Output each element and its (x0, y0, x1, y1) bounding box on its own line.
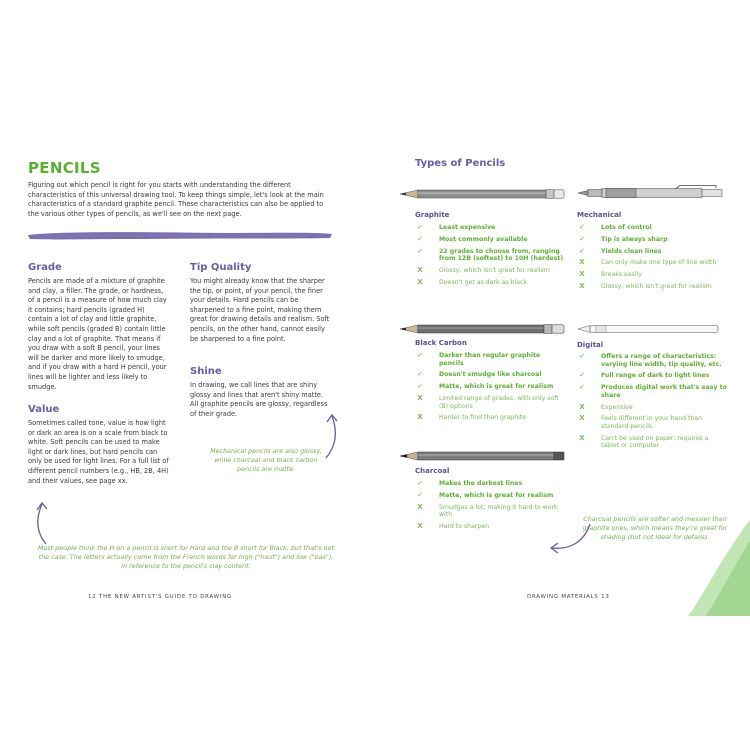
mechanical-list (577, 224, 727, 295)
charcoal-con-item (415, 504, 565, 519)
graphite-pencil-illustration (398, 187, 566, 201)
graphite-con-item (415, 279, 565, 287)
item-text: Offers a range of characteristics: varying line width, tip quality, etc. (601, 353, 722, 368)
arrow-up-icon (30, 498, 58, 548)
graphite-pro-item (415, 224, 565, 232)
black-carbon-pro-item (415, 352, 565, 367)
mechanical-con-item (577, 283, 727, 291)
item-text: Matte, which is great for realism (439, 383, 554, 391)
digital-pro-item (577, 384, 727, 399)
item-text: Least expensive (439, 224, 496, 231)
digital-pro-item (577, 372, 727, 380)
item-text: Matte, which is great for realism (439, 491, 554, 499)
graphite-pro-item (415, 248, 565, 263)
item-text: Smudges a lot, making it hard to work with (439, 503, 558, 519)
black-carbon-pencil-illustration (398, 322, 566, 336)
cross-icon: X (417, 265, 423, 274)
check-icon: ✓ (579, 246, 585, 255)
shine-paragraph: In drawing, we call lines that are shiny glossy and lines that aren't shiny matte. All graphite pencils are glossy, regardless of their grade. (190, 381, 328, 418)
types-of-pencils-title: Types of Pencils (415, 158, 506, 169)
black-carbon-heading: Black Carbon (415, 339, 467, 347)
check-icon: ✓ (579, 223, 585, 231)
check-icon: ✓ (579, 352, 585, 360)
black-carbon-list (415, 352, 565, 426)
cross-icon: X (579, 402, 585, 411)
item-text: Tip is always sharp (601, 235, 668, 243)
check-icon: ✓ (417, 382, 423, 391)
charcoal-con-item (415, 523, 565, 531)
cross-icon: X (417, 393, 423, 402)
charcoal-pro-item (415, 492, 565, 500)
mechanical-pro-item (577, 236, 727, 244)
check-icon: ✓ (417, 234, 423, 243)
check-icon: ✓ (417, 246, 423, 255)
item-text: Harder to find than graphite (439, 414, 527, 422)
black-carbon-con-item (415, 414, 565, 422)
grade-paragraph: Pencils are made of a mixture of graphite and clay, a filler. The grade, or hardness, of a pencil is a measure of how much clay it contains; hard pencils (graded H) contain a lot of clay and little graphite, while soft pencils (graded B) contain little clay and a lot of graphite. That means if you draw with a soft B pencil, your lines will be darker and more likely to smudge, and if you draw with a hard H pencil, your lines will be lighter and less likely to smudge. (28, 277, 167, 391)
graphite-con-item (415, 267, 565, 275)
charcoal-pencil-illustration (398, 449, 566, 463)
item-text: Produces digital work that's easy to share (601, 384, 727, 399)
mechanical-pro-item (577, 224, 727, 232)
hb-letters-note: Most people think the H on a pencil is short for Hard and the B short for Black, but that's not the case. The letters actually come from the French words for high ("haut") and low ("bas"), in reference to the pencil's clay content. (37, 544, 335, 570)
cross-icon: X (579, 270, 585, 279)
digital-stylus-illustration (576, 322, 726, 336)
graphite-pro-item (415, 236, 565, 244)
digital-list (577, 353, 727, 454)
item-text: Feels different in your hand than standard pencils (601, 415, 703, 430)
check-icon: ✓ (417, 370, 423, 379)
mechanical-heading: Mechanical (577, 211, 622, 219)
item-text: Full range of dark to light lines (601, 372, 710, 380)
mechanical-shine-note: Mechanical pencils are also glossy, while charcoal and black carbon pencils are matte. (210, 447, 322, 473)
value-heading: Value (28, 404, 60, 415)
tip-quality-heading: Tip Quality (190, 262, 252, 273)
mechanical-pro-item (577, 248, 727, 256)
green-wash-decoration (680, 520, 750, 616)
item-text: Glossy, which isn't great for realism (601, 282, 712, 290)
grade-heading: Grade (28, 262, 62, 273)
mechanical-pencil-illustration (576, 185, 726, 201)
digital-con-item (577, 415, 727, 430)
digital-pro-item (577, 353, 727, 368)
cross-icon: X (417, 521, 423, 530)
page-title: PENCILS (28, 159, 101, 177)
item-text: Hard to sharpen (439, 522, 490, 530)
item-text: Most commonly available (439, 235, 528, 243)
cross-icon: X (417, 277, 423, 286)
cross-icon: X (417, 413, 423, 422)
check-icon: ✓ (579, 371, 585, 380)
item-text: 22 grades to choose from, ranging from 12B (softest) to 10H (hardest) (439, 247, 564, 263)
graphite-heading: Graphite (415, 211, 450, 219)
check-icon: ✓ (417, 479, 423, 487)
item-text: Doesn't smudge like charcoal (439, 371, 542, 379)
black-carbon-pro-item (415, 383, 565, 391)
item-text: Yields clean lines (601, 247, 662, 255)
item-text: Doesn't get as dark as black (439, 278, 527, 286)
item-text: Makes the darkest lines (439, 480, 523, 487)
item-text: Glossy, which isn't great for realism (439, 266, 550, 274)
digital-heading: Digital (577, 341, 604, 349)
item-text: Breaks easily (601, 271, 642, 279)
cross-icon: X (417, 502, 423, 511)
check-icon: ✓ (579, 234, 585, 243)
check-icon: ✓ (417, 223, 423, 231)
item-text: Limited range of grades, with only soft (B) options (439, 394, 559, 410)
item-text: Can only make one type of line width (601, 259, 717, 267)
black-carbon-pro-item (415, 371, 565, 379)
value-paragraph: Sometimes called tone, value is how light or dark an area is on a scale from black to white. Soft pencils can be used to make light or dark lines, but hard pencils can only be used for light lines. For a full list of different pencil numbers (e.g., HB, 2B, 4H) and their values, see page xx. (28, 419, 169, 485)
right-page-folio: DRAWING MATERIALS 13 (527, 594, 610, 600)
charcoal-list (415, 480, 565, 535)
cross-icon: X (579, 281, 585, 290)
digital-con-item (577, 404, 727, 412)
cross-icon: X (579, 433, 585, 442)
digital-con-item (577, 435, 727, 450)
charcoal-note: Charcoal pencils are softer and messier than graphite ones, which means they're great for shading (but not ideal for details). (582, 515, 728, 541)
purple-brush-stroke (24, 227, 336, 243)
check-icon: ✓ (417, 490, 423, 499)
black-carbon-con-item (415, 395, 565, 410)
item-text: Can't be used on paper; requires a tablet or computer (601, 434, 709, 450)
intro-paragraph: Figuring out which pencil is right for you starts with understanding the different characteristics of this universal drawing tool. To keep things simple, let's look at the main characteristics of a standard graphite pencil. These characteristics can also be applied to the various other types of pencils, as we'll see on the next page. (28, 181, 324, 218)
charcoal-heading: Charcoal (415, 467, 450, 475)
shine-heading: Shine (190, 366, 222, 377)
item-text: Lots of control (601, 224, 652, 231)
check-icon: ✓ (417, 351, 423, 359)
graphite-list (415, 224, 565, 291)
mechanical-con-item (577, 259, 727, 267)
left-page-folio: 12 THE NEW ARTIST'S GUIDE TO DRAWING (88, 594, 233, 600)
tip-quality-paragraph: You might already know that the sharper the tip, or point, of your pencil, the finer your details. Hard pencils can be sharpened to a fine point, making them great for drawing details and realism. Soft pencils, on the other hand, cannot easily be sharpened to a fine point. (190, 277, 330, 343)
item-text: Expensive (601, 403, 633, 411)
cross-icon: X (579, 258, 585, 267)
mechanical-con-item (577, 271, 727, 279)
cross-icon: X (579, 414, 585, 423)
charcoal-pro-item (415, 480, 565, 488)
check-icon: ✓ (579, 383, 585, 392)
item-text: Darker than regular graphite pencils (439, 352, 541, 367)
